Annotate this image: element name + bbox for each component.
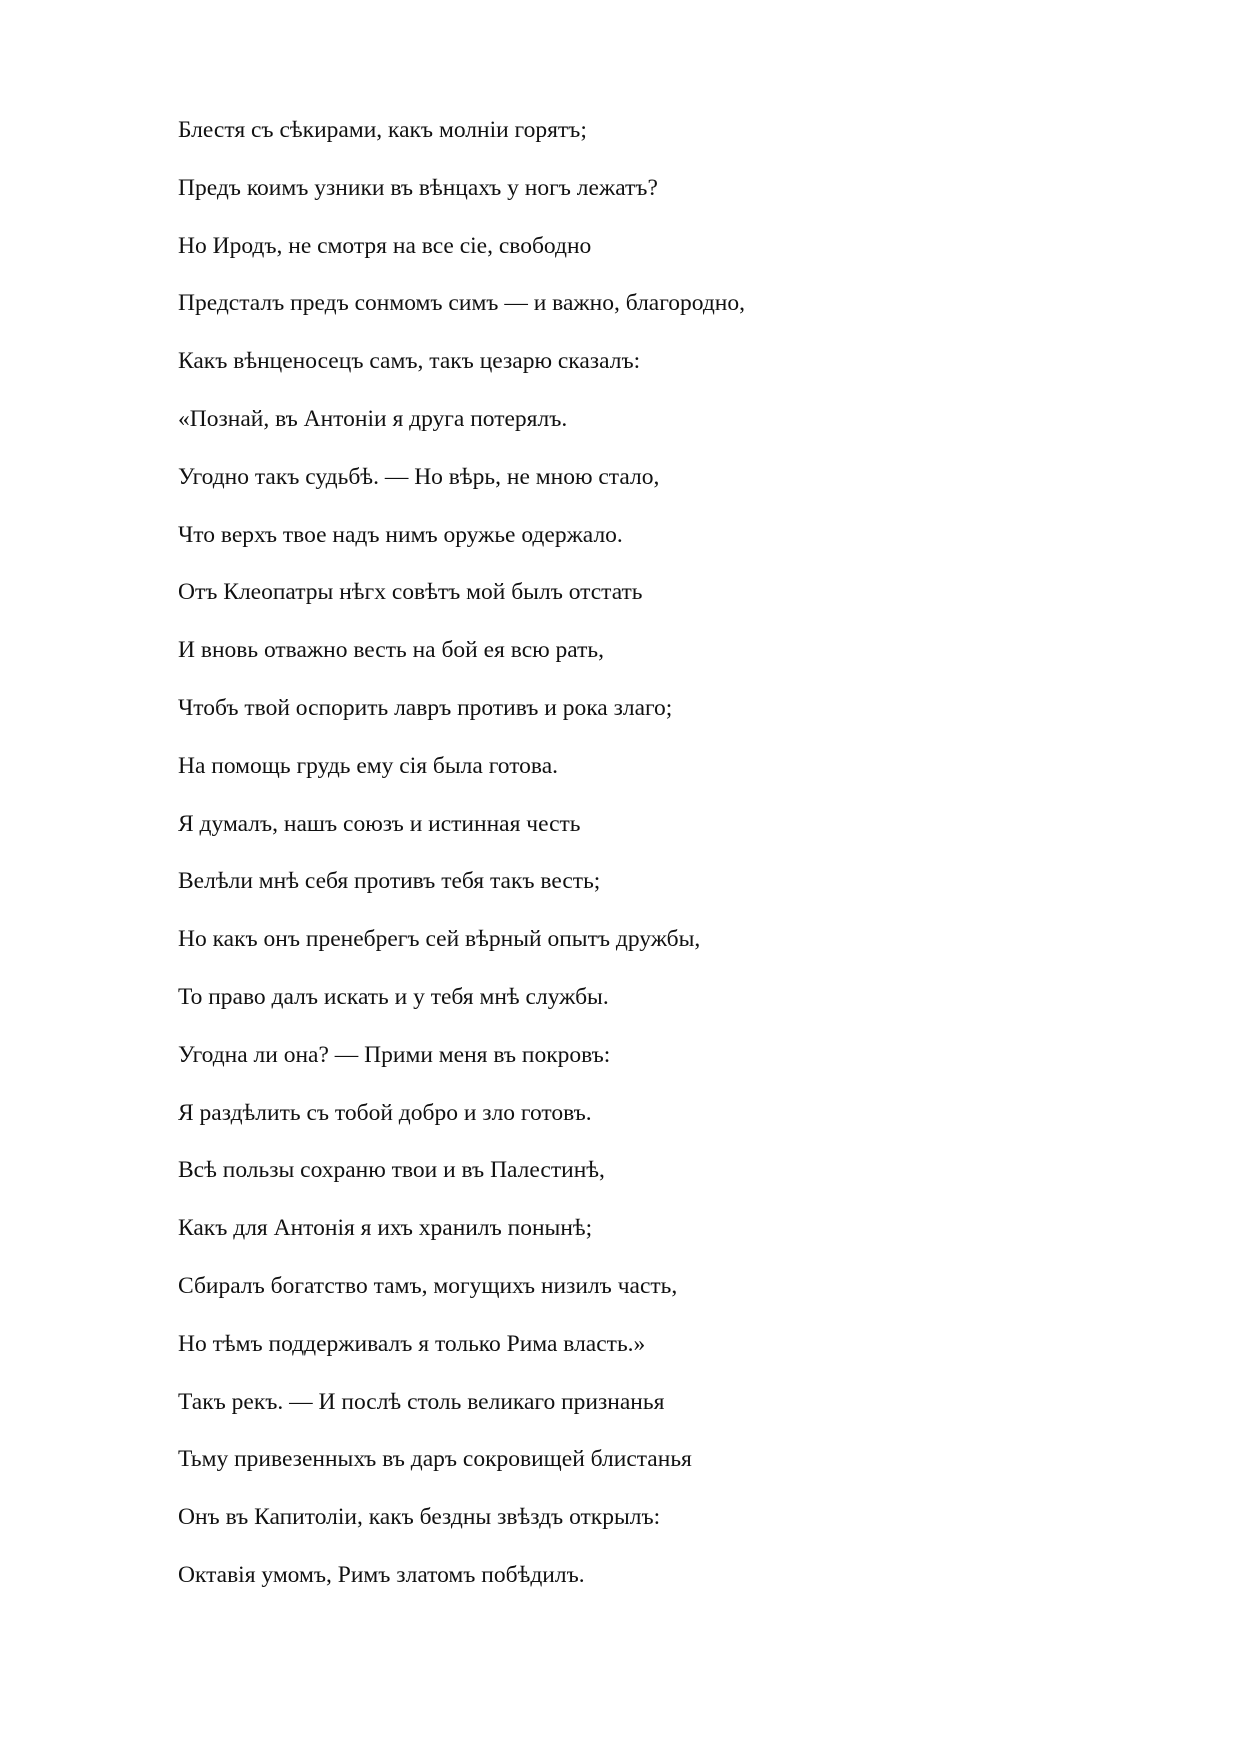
- poem-line: Угодно такъ судьбѣ. — Но вѣрь, не мною стало,: [178, 463, 660, 490]
- poem-line: Блестя съ сѣкирами, какъ молніи горятъ;: [178, 117, 587, 143]
- poem-line: Что верхъ твое надъ нимъ оружье одержало.: [178, 521, 623, 548]
- poem-line: Октавія умомъ, Римъ златомъ побѣдилъ.: [178, 1561, 585, 1588]
- poem-line: Чтобъ твой оспорить лавръ противъ и рока злаго;: [178, 694, 673, 721]
- poem-line: Отъ Клеопатры нѣгх совѣтъ мой былъ отстать: [178, 579, 643, 606]
- poem-line: Онъ въ Капитоліи, какъ бездны звѣздъ открылъ:: [178, 1504, 661, 1531]
- poem-line: Сбиралъ богатство тамъ, могущихъ низилъ часть,: [178, 1272, 678, 1299]
- poem-line: Какъ вѣнценосецъ самъ, такъ цезарю сказалъ:: [178, 348, 641, 375]
- poem-line: И вновь отважно весть на бой ея всю рать,: [178, 637, 604, 664]
- poem-line: Угодна ли она? — Прими меня въ покровъ:: [178, 1041, 611, 1068]
- poem-line: Но тѣмъ поддерживалъ я только Рима власть.»: [178, 1330, 646, 1357]
- poem-line: Всѣ пользы сохраню твои и въ Палестинѣ,: [178, 1157, 605, 1184]
- poem-line: Но Иродъ, не смотря на все сіе, свободно: [178, 232, 592, 259]
- poem-line: «Познай, въ Антоніи я друга потерялъ.: [178, 405, 568, 432]
- poem-text-block: [178, 112, 1178, 1615]
- poem-line: Тьму привезенныхъ въ даръ сокровищей блистанья: [178, 1446, 692, 1473]
- poem-line: Какъ для Антонія я ихъ хранилъ понынѣ;: [178, 1215, 593, 1242]
- poem-line: Такъ рекъ. — И послѣ столь великаго признанья: [178, 1388, 665, 1415]
- poem-line: Но какъ онъ пренебрегъ сей вѣрный опытъ дружбы,: [178, 926, 701, 953]
- poem-line: Велѣли мнѣ себя противъ тебя такъ весть;: [178, 868, 601, 895]
- poem-line: То право далъ искать и у тебя мнѣ службы.: [178, 983, 609, 1010]
- poem-line: Предсталъ предъ сонмомъ симъ — и важно, благородно,: [178, 290, 746, 317]
- poem-line: Предъ коимъ узники въ вѣнцахъ у ногъ лежатъ?: [178, 174, 658, 201]
- poem-line: Я думалъ, нашъ союзъ и истинная честь: [178, 810, 581, 837]
- poem-line: На помощь грудь ему сія была готова.: [178, 752, 559, 779]
- poem-line: Я раздѣлить съ тобой добро и зло готовъ.: [178, 1099, 592, 1126]
